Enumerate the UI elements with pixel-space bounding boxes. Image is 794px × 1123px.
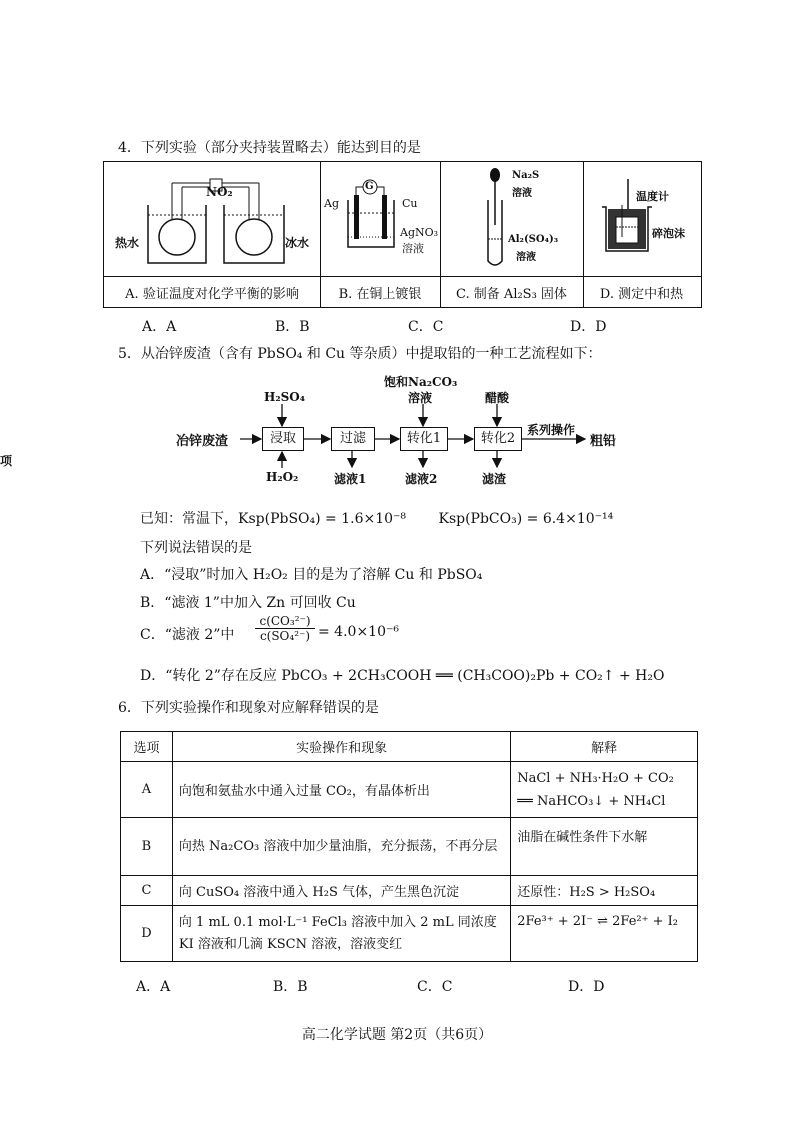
q4-choice-b: B．B	[275, 319, 310, 335]
flow-input-na2co3: 饱和Na₂CO₃	[384, 375, 458, 389]
panel-c-bottom-label2: 溶液	[516, 252, 536, 263]
margin-mark: 项	[0, 454, 13, 468]
q5-option-b: B．“滤液 1”中加入 Zn 可回收 Cu	[140, 595, 356, 611]
row-operation: 向热 Na₂CO₃ 溶液中加少量油脂，充分振荡，不再分层	[172, 818, 510, 876]
flow-output-filtrate2: 滤液2	[405, 472, 438, 486]
q5-ask: 下列说法错误的是	[140, 540, 252, 556]
q6-choice-b: B．B	[273, 979, 308, 995]
table-header-row	[121, 732, 698, 762]
panel-c-bottom-label: Al₂(SO₄)₃	[508, 234, 559, 245]
panel-a-hot-water: 热水	[115, 236, 140, 250]
panel-c-caption: C. 制备 Al₂S₃ 固体	[456, 287, 567, 302]
panel-b-ag-label: Ag	[324, 197, 339, 210]
table-row	[121, 762, 698, 818]
flow-step-convert1: 转化1	[400, 427, 448, 451]
flow-arrow-label: 系列操作	[527, 423, 576, 437]
flow-input-h2so4: H₂SO₄	[264, 390, 305, 404]
q4-choice-d: D．D	[570, 319, 607, 335]
explanation-line2: ══ NaHCO₃↓ + NH₄Cl	[517, 793, 666, 809]
row-option: D	[121, 906, 173, 962]
row-option: C	[121, 876, 173, 906]
panel-d-foam: 碎泡沫	[652, 227, 685, 240]
q4-choice-c: C．C	[408, 319, 444, 335]
panel-c-top-label: Na₂S	[512, 170, 540, 181]
row-operation: 向饱和氨盐水中通入过量 CO₂，有晶体析出	[172, 762, 510, 818]
header-operation: 实验操作和现象	[172, 732, 510, 762]
row-explanation: 还原性：H₂S > H₂SO₄	[511, 876, 698, 906]
table-row	[121, 818, 698, 876]
flow-start: 冶锌废渣	[176, 434, 229, 449]
row-operation: 向 CuSO₄ 溶液中通入 H₂S 气体，产生黑色沉淀	[172, 876, 510, 906]
q5-c-fraction	[255, 614, 315, 643]
panel-a-caption: A. 验证温度对化学平衡的影响	[125, 287, 299, 302]
q5-known: 已知：常温下，Ksp(PbSO₄) = 1.6×10⁻⁸ Ksp(PbCO₃) = 6.4×10⁻¹⁴	[140, 511, 614, 527]
panel-b-apparatus	[322, 165, 438, 273]
page-footer: 高二化学试题 第2页（共6页）	[301, 1027, 493, 1043]
q6-choice-a: A．A	[136, 979, 171, 995]
panel-b-meter: G	[365, 181, 374, 192]
row-option: A	[121, 762, 173, 818]
q6-choice-c: C．C	[417, 979, 453, 995]
q5-stem: 5．从冶锌废渣（含有 PbSO₄ 和 Cu 等杂质）中提取铅的一种工艺流程如下：	[118, 346, 602, 362]
flow-input-na2co3-solution: 溶液	[408, 391, 433, 405]
table-row	[121, 876, 698, 906]
row-explanation: 2Fe³⁺ + 2I⁻ ⇌ 2Fe²⁺ + I₂	[511, 906, 698, 962]
q5-option-a: A．“浸取”时加入 H₂O₂ 目的是为了溶解 Cu 和 PbSO₄	[140, 567, 483, 583]
panel-b-solution2: 溶液	[402, 242, 424, 255]
q6-table	[120, 731, 698, 962]
panel-a-ice-water: 冰水	[285, 236, 310, 250]
q6-stem: 6．下列实验操作和现象对应解释错误的是	[118, 700, 379, 716]
panel-b-caption: B. 在铜上镀银	[338, 287, 422, 302]
header-option: 选项	[121, 732, 173, 762]
row-explanation: 油脂在碱性条件下水解	[511, 818, 698, 876]
flow-step-convert2: 转化2	[474, 427, 522, 451]
panel-d-thermometer: 温度计	[636, 190, 669, 203]
panel-a-gas-label: NO₂	[206, 185, 233, 199]
fraction-numerator: c(CO₃²⁻)	[259, 614, 311, 628]
panel-d-caption: D. 测定中和热	[599, 287, 684, 302]
row-operation: 向 1 mL 0.1 mol·L⁻¹ FeCl₃ 溶液中加入 2 mL 同浓度 KI 溶液和几滴 KSCN 溶液，溶液变红	[172, 906, 510, 962]
panel-c-top-label2: 溶液	[512, 188, 532, 199]
panel-b-solution: AgNO₃	[400, 226, 439, 239]
flow-input-acetic-acid: 醋酸	[485, 391, 510, 405]
header-explanation: 解释	[511, 732, 698, 762]
q6-choice-d: D．D	[568, 979, 605, 995]
panel-b-cu-label: Cu	[402, 197, 418, 210]
row-explanation	[511, 762, 698, 818]
q4-choice-a: A．A	[142, 319, 177, 335]
flow-input-h2o2: H₂O₂	[266, 470, 299, 484]
q5-option-c: C．“滤液 2”中	[140, 627, 235, 643]
table-row	[121, 906, 698, 962]
fraction-denominator: c(SO₄²⁻)	[255, 628, 315, 643]
q5-option-d: D．“转化 2”存在反应 PbCO₃ + 2CH₃COOH ══ (CH₃COO)₂Pb + CO₂↑ + H₂O	[140, 668, 665, 684]
flow-step-filter: 过滤	[331, 427, 375, 451]
flow-step-leach: 浸取	[262, 427, 304, 451]
q5-c-value: = 4.0×10⁻⁶	[318, 624, 399, 640]
flow-output-filtrate1: 滤液1	[334, 472, 367, 486]
q4-stem: 4．下列实验（部分夹持装置略去）能达到目的是	[118, 140, 421, 156]
panel-c-apparatus	[444, 165, 580, 273]
panel-d-apparatus	[588, 165, 698, 273]
explanation-line1: NaCl + NH₃·H₂O + CO₂	[517, 770, 674, 786]
row-option: B	[121, 818, 173, 876]
flow-output-residue: 滤渣	[482, 472, 507, 486]
panel-a-apparatus	[108, 165, 316, 273]
flow-end: 粗铅	[590, 434, 617, 449]
